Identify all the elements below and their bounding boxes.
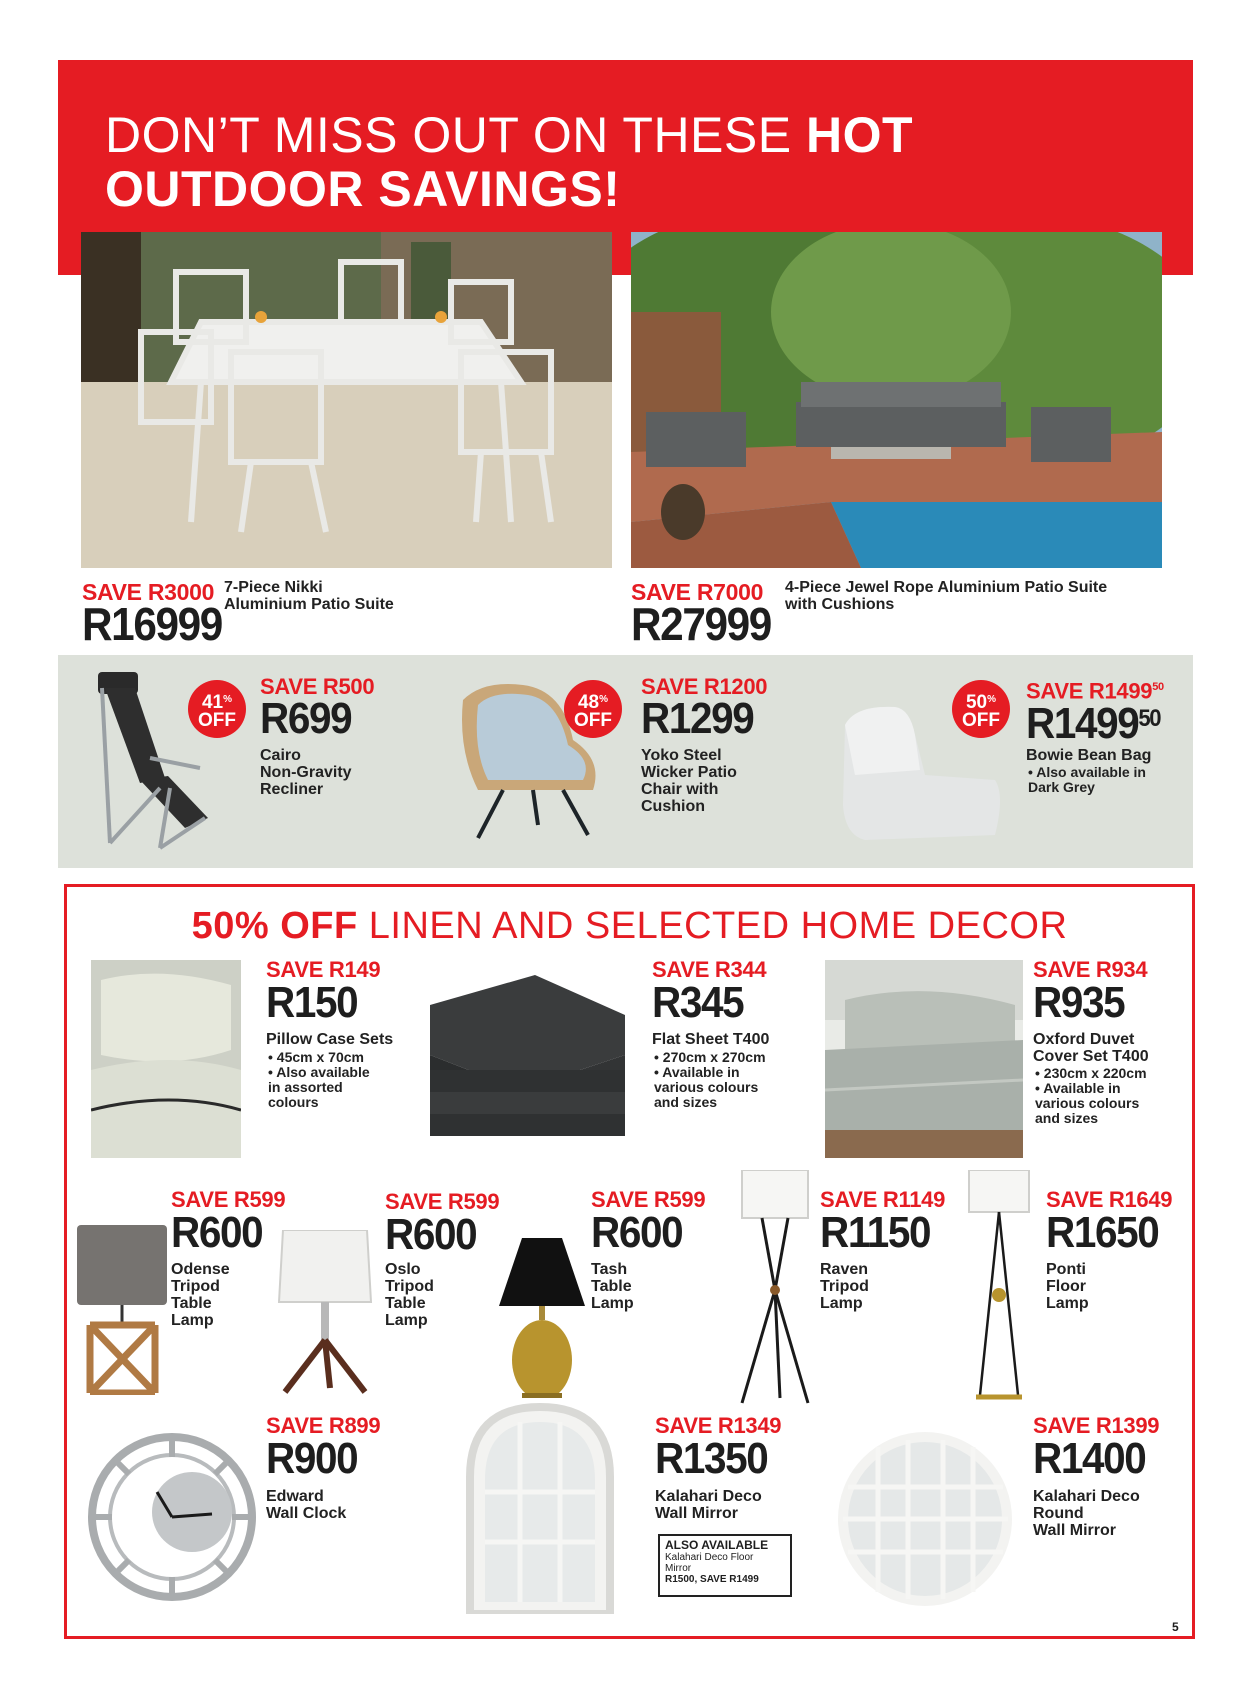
jewel-price: R27999 (631, 598, 771, 650)
round-mirror-product-name: Kalahari Deco Round Wall Mirror (1033, 1488, 1140, 1539)
duvet-price: R935 (1033, 978, 1125, 1027)
tash-product-name: Tash Table Lamp (591, 1261, 634, 1312)
flat-sheet-image[interactable] (425, 975, 625, 1140)
nikki-price: R16999 (82, 598, 222, 650)
page-headline: DON’T MISS OUT ON THESE HOT OUTDOOR SAVINGS! (105, 107, 914, 217)
tash-price: R600 (591, 1208, 683, 1257)
pillow-details: • 45cm x 70cm • Also available in assorted colours (268, 1049, 370, 1110)
bowie-save-label: SAVE R1499$^{50}$ (1026, 678, 1164, 704)
oslo-price: R600 (385, 1210, 477, 1259)
cairo-discount-badge: 41% OFF (188, 680, 246, 738)
edward-clock-image[interactable] (87, 1432, 257, 1602)
duvet-details: • 230cm x 220cm • Available in various colours and sizes (1035, 1065, 1147, 1126)
wall-mirror-price: R1350 (655, 1434, 768, 1483)
yoko-product-name: Yoko Steel Wicker Patio Chair with Cushion (641, 747, 737, 815)
duvet-save-label: SAVE R934 (1033, 957, 1148, 982)
tash-save-label: SAVE R599 (591, 1187, 706, 1212)
ponti-save-label: SAVE R1649 (1046, 1187, 1173, 1212)
flat-sheet-details: • 270cm x 270cm • Available in various colours and sizes (654, 1049, 766, 1110)
raven-price: R1150 (820, 1208, 931, 1257)
bowie-price: R1499$^{50}$ (1026, 699, 1161, 748)
yoko-save-label: SAVE R1200 (641, 674, 768, 699)
pillow-product-name: Pillow Case Sets (266, 1031, 394, 1048)
duvet-cover-image[interactable] (825, 960, 1023, 1158)
ponti-lamp-image[interactable] (968, 1170, 1030, 1405)
oslo-lamp-image[interactable] (275, 1230, 375, 1395)
jewel-rope-patio-suite-image[interactable] (631, 232, 1162, 568)
odense-lamp-image[interactable] (75, 1225, 170, 1395)
nikki-patio-suite-image[interactable] (81, 232, 612, 568)
yoko-discount-badge: 48% OFF (564, 680, 622, 738)
raven-product-name: Raven Tripod Lamp (820, 1261, 869, 1312)
wall-mirror-product-name: Kalahari Deco Wall Mirror (655, 1488, 762, 1522)
pillow-save-label: SAVE R149 (266, 957, 381, 982)
bowie-details: • Also available in Dark Grey (1028, 764, 1146, 795)
duvet-product-name: Oxford Duvet Cover Set T400 (1033, 1031, 1149, 1065)
odense-product-name: Odense Tripod Table Lamp (171, 1261, 230, 1329)
odense-save-label: SAVE R599 (171, 1187, 286, 1212)
cairo-product-name: Cairo Non-Gravity Recliner (260, 747, 352, 798)
clock-product-name: Edward Wall Clock (266, 1488, 347, 1522)
ponti-price: R1650 (1046, 1208, 1159, 1257)
flat-sheet-save-label: SAVE R344 (652, 957, 767, 982)
clock-price: R900 (266, 1434, 358, 1483)
flat-sheet-price: R345 (652, 978, 744, 1027)
raven-lamp-image[interactable] (740, 1170, 810, 1405)
kalahari-wall-mirror-image[interactable] (465, 1402, 615, 1614)
nikki-save-label: SAVE R3000 (82, 579, 215, 605)
ponti-product-name: Ponti Floor Lamp (1046, 1261, 1089, 1312)
page-number: 5 (1172, 1620, 1179, 1634)
jewel-product-name: 4-Piece Jewel Rope Aluminium Patio Suite with Cushions (785, 579, 1108, 613)
jewel-save-label: SAVE R7000 (631, 579, 764, 605)
flat-sheet-product-name: Flat Sheet T400 (652, 1031, 770, 1048)
wall-mirror-save-label: SAVE R1349 (655, 1413, 782, 1438)
yoko-price: R1299 (641, 694, 754, 743)
raven-save-label: SAVE R1149 (820, 1187, 946, 1212)
oslo-save-label: SAVE R599 (385, 1189, 500, 1214)
linen-section-title: 50% OFF LINEN AND SELECTED HOME DECOR (191, 905, 1068, 947)
round-mirror-save-label: SAVE R1399 (1033, 1413, 1160, 1438)
bowie-discount-badge: 50% OFF (952, 680, 1010, 738)
clock-save-label: SAVE R899 (266, 1413, 381, 1438)
pillow-case-image[interactable] (91, 960, 241, 1158)
round-mirror-price: R1400 (1033, 1434, 1146, 1483)
pillow-price: R150 (266, 978, 358, 1027)
oslo-product-name: Oslo Tripod Table Lamp (385, 1261, 434, 1329)
odense-price: R600 (171, 1208, 263, 1257)
also-available-box: ALSO AVAILABLE Kalahari Deco Floor Mirror R1500, SAVE R1499 (658, 1534, 792, 1597)
bowie-product-name: Bowie Bean Bag (1026, 747, 1152, 764)
nikki-product-name: 7-Piece Nikki Aluminium Patio Suite (224, 579, 394, 613)
tash-lamp-image[interactable] (497, 1238, 587, 1398)
cairo-price: R699 (260, 694, 352, 743)
cairo-save-label: SAVE R500 (260, 674, 375, 699)
kalahari-round-mirror-image[interactable] (838, 1432, 1013, 1607)
